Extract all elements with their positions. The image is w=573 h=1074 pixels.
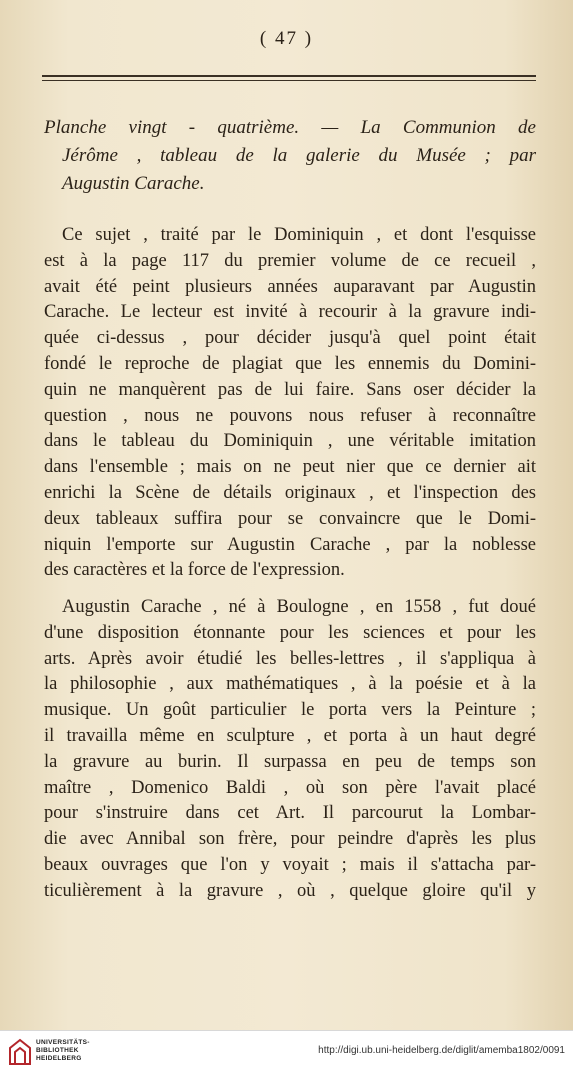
text-line: la gravure au burin. Il surpassa en peu de temps son (44, 751, 536, 772)
text-line: dans le tableau du Dominiquin , une véritable imitation (44, 431, 536, 452)
text-line: avait été peint plusieurs années auparavant par Augustin (44, 276, 536, 297)
paragraph-2 (44, 595, 536, 905)
text-line: Augustin Carache , né à Boulogne , en 1558 , fut doué (62, 597, 536, 617)
text-line: beaux ouvrages que l'on y voyait ; mais il s'attacha par- (44, 854, 536, 875)
text-line: enrichi la Scène de détails originaux , et l'inspection des (44, 482, 536, 503)
plate-caption (44, 114, 536, 198)
text-line: d'une disposition étonnante pour les sciences et pour les (44, 622, 536, 643)
caption-line: Planche vingt - quatrième. — La Communion de (44, 117, 536, 138)
text-line: des caractères et la force de l'expression. (44, 560, 345, 581)
caption-line: Augustin Carache. (62, 173, 205, 194)
text-line: quin ne manquèrent pas de lui faire. Sans oser décider la (44, 379, 536, 400)
text-line: ticulièrement à la gravure , où , quelque gloire qu'il y (44, 880, 536, 901)
text-line: deux tableaux suffira pour se convaincre que le Domi- (44, 508, 536, 529)
paragraph-1 (44, 223, 536, 584)
text-line: maître , Domenico Baldi , où son père l'avait placé (44, 777, 536, 798)
heidelberg-library-logo-icon (8, 1038, 32, 1066)
header-rule-thick (42, 75, 536, 77)
text-line: il travailla même en sculpture , et porta à un haut degré (44, 725, 536, 746)
text-line: est à la page 117 du premier volume de ce recueil , (44, 250, 536, 271)
text-line: question , nous ne pouvons nous refuser à reconnaître (44, 405, 536, 426)
header-rule-thin (42, 80, 536, 81)
text-line: la philosophie , aux mathématiques , à la poésie et à la (44, 674, 536, 695)
library-name-line: UNIVERSITÄTS- (36, 1039, 90, 1046)
text-line: Carache. Le lecteur est invité à recourir à la gravure indi- (44, 302, 536, 323)
text-line: die avec Annibal son frère, pour peindre d'après les plus (44, 829, 536, 850)
source-url[interactable]: http://digi.ub.uni-heidelberg.de/diglit/amemba1802/0091 (318, 1045, 565, 1056)
library-name (36, 1039, 90, 1063)
text-line: musique. Un goût particulier le porta vers la Peinture ; (44, 700, 536, 721)
text-line: quée ci-dessus , pour décider jusqu'à quel point était (44, 328, 536, 349)
text-line: niquin l'emporte sur Augustin Carache , par la noblesse (44, 534, 536, 555)
library-name-line: HEIDELBERG (36, 1055, 82, 1062)
text-line: arts. Après avoir étudié les belles-lettres , il s'appliqua à (44, 648, 536, 669)
text-line: dans l'ensemble ; mais on ne peut nier que ce dernier ait (44, 457, 536, 478)
page-number: ( 47 ) (259, 28, 314, 49)
text-line: fondé le reproche de plagiat que les ennemis du Domini- (44, 353, 536, 374)
text-line: pour s'instruire dans cet Art. Il parcourut la Lombar- (44, 803, 536, 824)
text-line: Ce sujet , traité par le Dominiquin , et dont l'esquisse (62, 225, 536, 245)
library-name-line: BIBLIOTHEK (36, 1047, 79, 1054)
library-footer (0, 1030, 573, 1074)
caption-line: Jérôme , tableau de la galerie du Musée ; par (62, 145, 536, 166)
